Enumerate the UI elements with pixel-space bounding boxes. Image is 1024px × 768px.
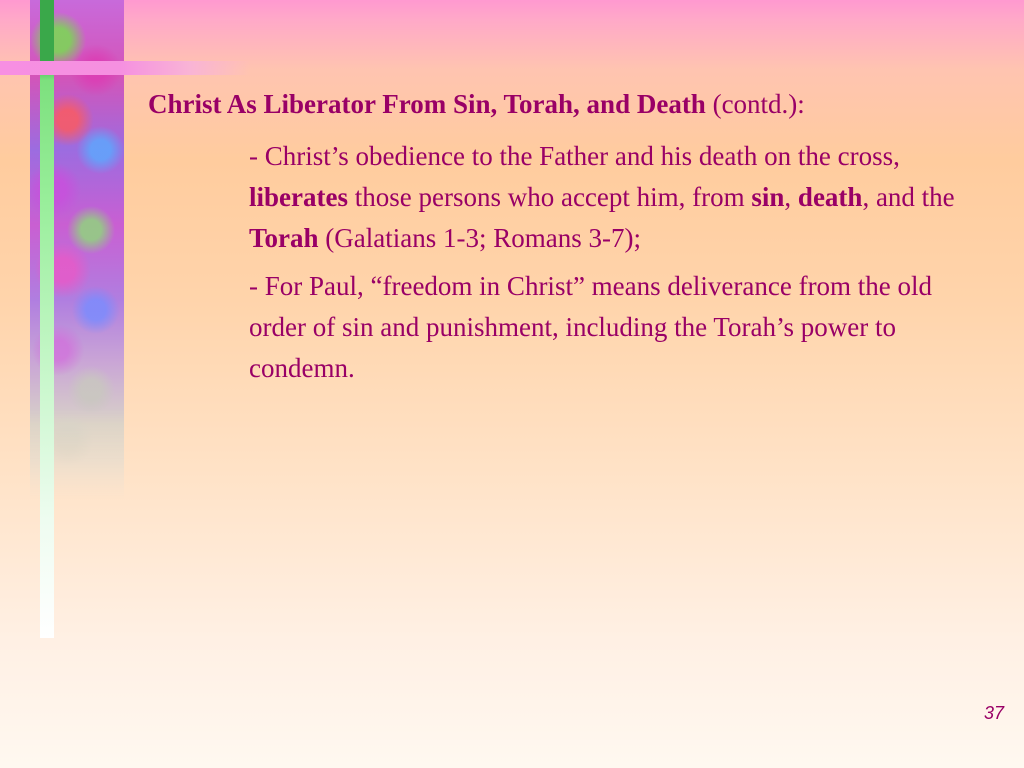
slide-title <box>148 84 998 124</box>
bullet-list <box>249 136 969 389</box>
bullet-text-bold: Torah <box>249 223 319 253</box>
bullet-text-bold: sin <box>751 182 785 212</box>
bullet-text: - For Paul, “freedom in Christ” means deliverance from the old order of sin and punishment, including the Torah’s power to condemn. <box>249 271 933 383</box>
bullet-text: those persons who accept him, from <box>347 182 752 212</box>
bullet-text: (Galatians 1-3; Romans 3-7); <box>318 223 641 253</box>
bullet-text-bold: death <box>797 182 863 212</box>
bullet-text: , and the <box>862 182 955 212</box>
bullet-text-bold: liberates <box>249 182 348 212</box>
slide-title-bold: Christ As Liberator From Sin, Torah, and Death <box>148 89 706 119</box>
slide-title-suffix: (contd.): <box>705 89 805 119</box>
bullet-item <box>249 266 969 389</box>
decorative-vertical-bar <box>40 0 54 638</box>
slide-content <box>148 84 998 396</box>
page-number: 37 <box>983 703 1004 723</box>
decorative-horizontal-bar <box>0 61 250 75</box>
bullet-text: , <box>784 182 798 212</box>
bullet-text: - Christ’s obedience to the Father and his death on the cross, <box>249 141 900 171</box>
bullet-item <box>249 136 969 259</box>
